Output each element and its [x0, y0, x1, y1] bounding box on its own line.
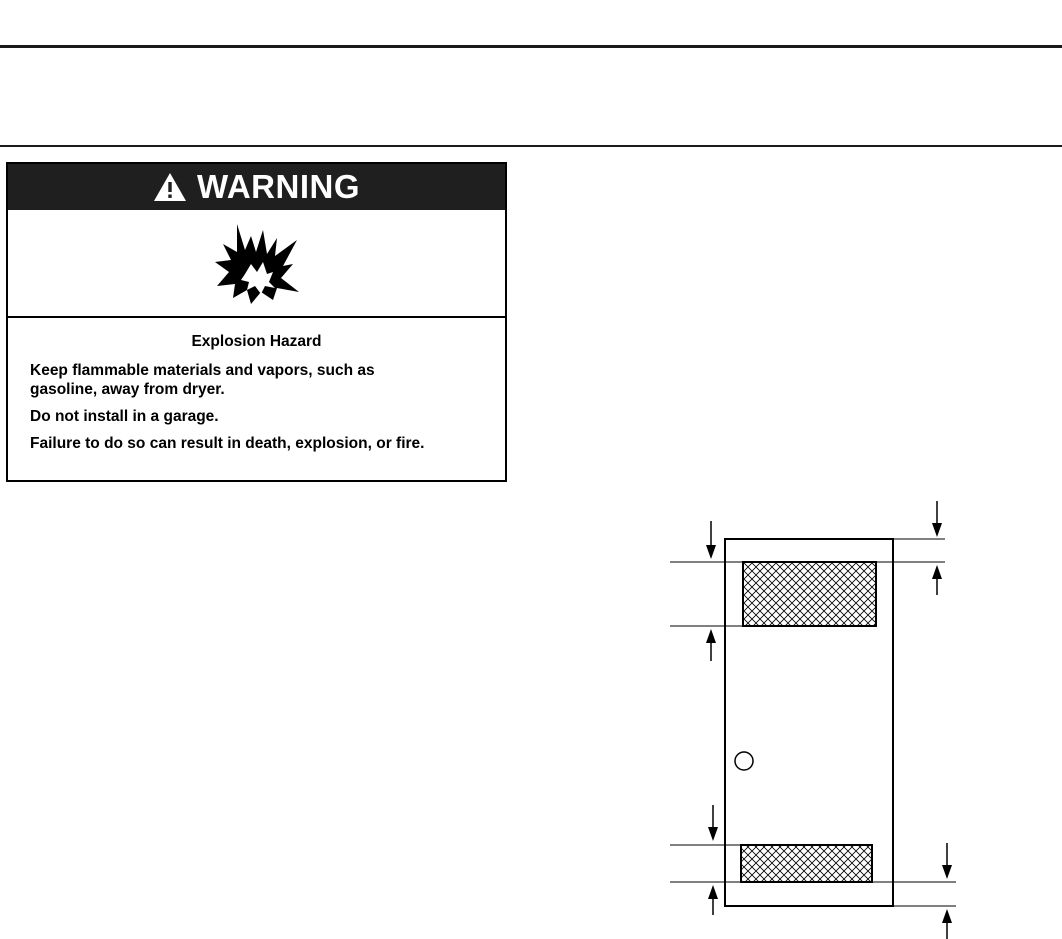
- door-vent-diagram: [660, 495, 1060, 939]
- dim-arrow-top-left-up: [706, 629, 716, 661]
- warning-symbol-area: [8, 210, 505, 318]
- door-knob: [735, 752, 753, 770]
- warning-header: [8, 164, 505, 210]
- dim-arrow-top-left-down: [706, 521, 716, 559]
- warning-line-2: Do not install in a garage.: [30, 408, 219, 425]
- header-rule-top: [0, 45, 1062, 48]
- warning-text: [8, 318, 505, 453]
- explosion-icon: [215, 222, 299, 304]
- top-vent-opening: [743, 562, 876, 626]
- warning-box: [6, 162, 507, 482]
- warning-triangle-icon: [153, 172, 187, 202]
- dim-arrow-top-right-down: [932, 501, 942, 537]
- warning-line-1b: gasoline, away from dryer.: [30, 381, 225, 398]
- dim-arrow-top-right-up: [932, 565, 942, 595]
- warning-line-3: Failure to do so can result in death, explosion, or fire.: [30, 435, 425, 452]
- dim-arrow-bottom-left-up: [708, 885, 718, 915]
- dim-arrow-bottom-right-down: [942, 843, 952, 879]
- bottom-vent-opening: [741, 845, 872, 882]
- warning-line-1a: Keep flammable materials and vapors, such as: [30, 362, 375, 379]
- dim-arrow-bottom-left-down: [708, 805, 718, 841]
- dim-arrow-bottom-right-up: [942, 909, 952, 939]
- warning-title: WARNING: [197, 168, 360, 205]
- hazard-title: Explosion Hazard: [191, 333, 322, 350]
- header-rule-bottom: [0, 145, 1062, 147]
